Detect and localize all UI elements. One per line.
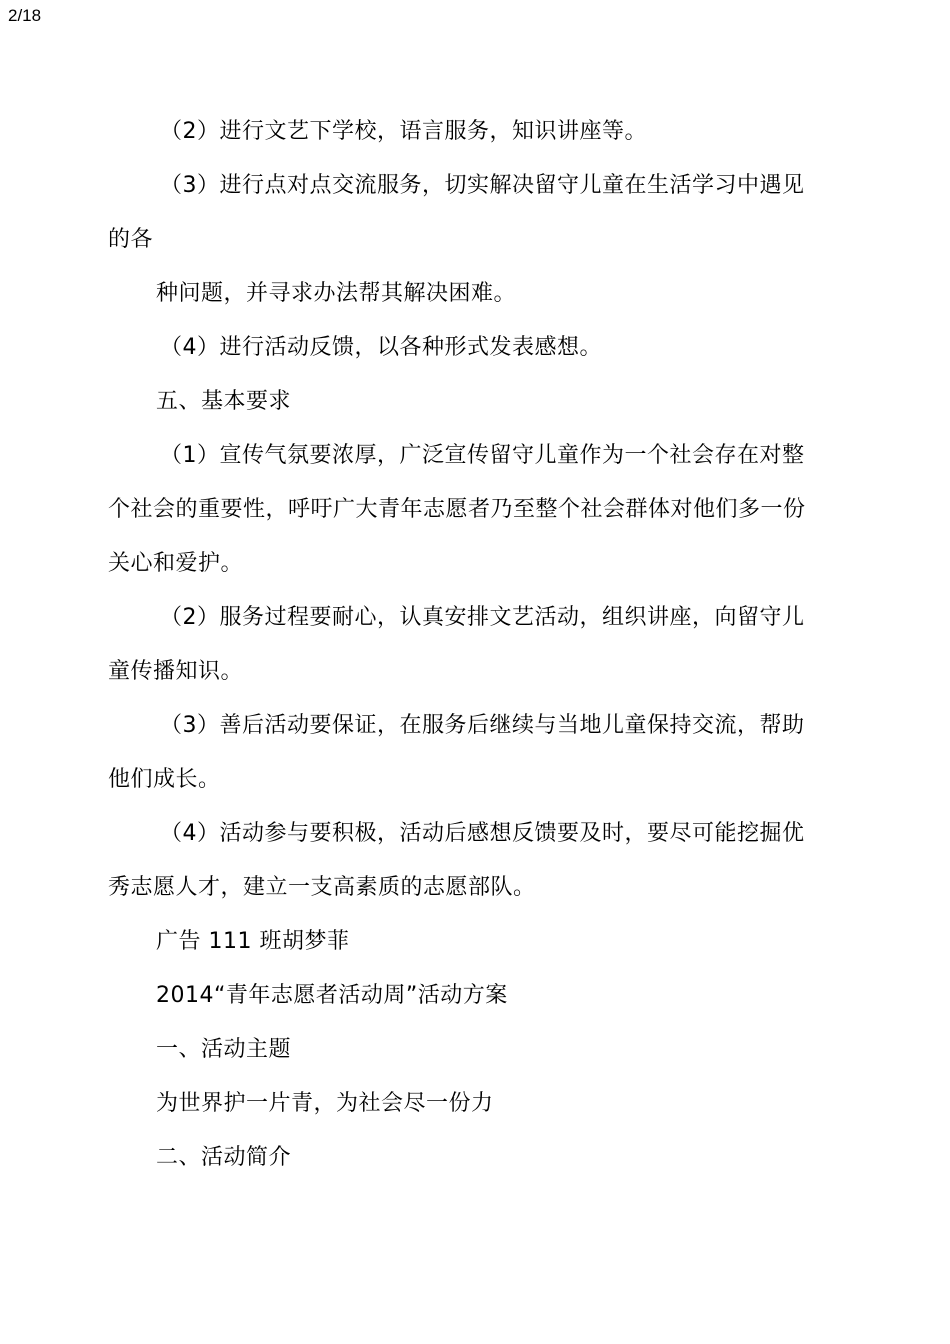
section-heading: 一、活动主题 — [156, 1037, 292, 1062]
text-line: 的各 — [108, 227, 154, 252]
text-line: 他们成长。 — [108, 767, 221, 792]
text-line: （1）宣传气氛要浓厚，广泛宣传留守儿童作为一个社会存在对整 — [160, 443, 805, 468]
text-line: （4）活动参与要积极，活动后感想反馈要及时，要尽可能挖掘优 — [160, 821, 805, 846]
text-line: 种问题，并寻求办法帮其解决困难。 — [156, 281, 517, 306]
text-line: 为世界护一片青，为社会尽一份力 — [156, 1091, 494, 1116]
text-line: 关心和爱护。 — [108, 551, 244, 576]
author-line: 广告 111 班胡梦菲 — [156, 929, 350, 954]
text-line: （2）进行文艺下学校，语言服务，知识讲座等。 — [160, 119, 647, 144]
text-line: 秀志愿人才，建立一支高素质的志愿部队。 — [108, 875, 536, 900]
page-number: 2/18 — [8, 6, 42, 25]
text-line: （3）进行点对点交流服务，切实解决留守儿童在生活学习中遇见 — [160, 173, 805, 198]
text-line: （3）善后活动要保证，在服务后继续与当地儿童保持交流，帮助 — [160, 713, 805, 738]
section-heading: 二、活动简介 — [156, 1145, 292, 1170]
text-line: 童传播知识。 — [108, 659, 244, 684]
text-line: 个社会的重要性，呼吁广大青年志愿者乃至整个社会群体对他们多一份 — [108, 497, 806, 522]
section-heading: 五、基本要求 — [156, 389, 292, 414]
text-line: （2）服务过程要耐心，认真安排文艺活动，组织讲座，向留守儿 — [160, 605, 805, 630]
text-line: （4）进行活动反馈，以各种形式发表感想。 — [160, 335, 602, 360]
document-title: 2014“青年志愿者活动周”活动方案 — [156, 983, 508, 1008]
